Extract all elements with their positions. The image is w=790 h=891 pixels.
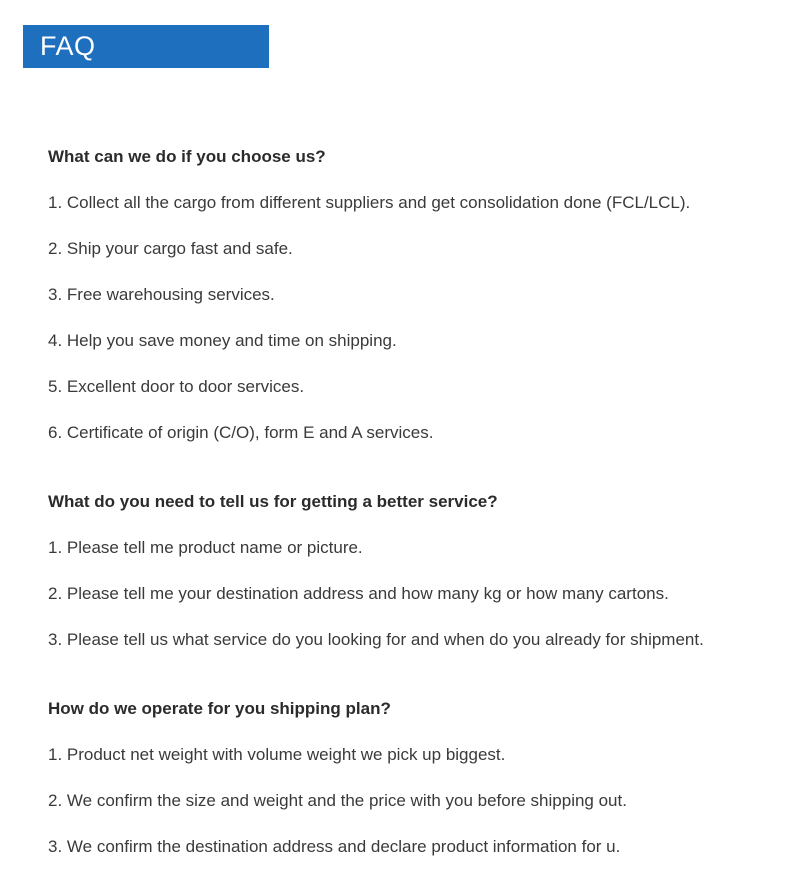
section-3-answer-2: 2. We confirm the size and weight and the price with you before shipping out.: [48, 791, 627, 810]
section-1-answer-3: 3. Free warehousing services.: [48, 285, 275, 304]
faq-title: FAQ: [40, 31, 96, 61]
section-1-answer-6: 6. Certificate of origin (C/O), form E and A services.: [48, 423, 434, 442]
section-1-answer-2: 2. Ship your cargo fast and safe.: [48, 239, 293, 258]
section-3-question: How do we operate for you shipping plan?: [48, 699, 391, 718]
section-2-answer-2: 2. Please tell me your destination address and how many kg or how many cartons.: [48, 584, 669, 603]
faq-title-banner: [23, 25, 269, 68]
section-1-answer-4: 4. Help you save money and time on shipping.: [48, 331, 397, 350]
section-2-question: What do you need to tell us for getting a better service?: [48, 492, 498, 511]
section-1-answer-1: 1. Collect all the cargo from different suppliers and get consolidation done (FCL/LCL).: [48, 193, 691, 212]
section-2-answer-1: 1. Please tell me product name or picture.: [48, 538, 363, 557]
section-3-answer-3: 3. We confirm the destination address and declare product information for u.: [48, 837, 621, 856]
section-1-answer-5: 5. Excellent door to door services.: [48, 377, 305, 396]
section-3-answer-1: 1. Product net weight with volume weight we pick up biggest.: [48, 745, 506, 764]
section-2-answer-3: 3. Please tell us what service do you looking for and when do you already for shipment.: [48, 630, 704, 649]
section-1-question: What can we do if you choose us?: [48, 147, 326, 166]
